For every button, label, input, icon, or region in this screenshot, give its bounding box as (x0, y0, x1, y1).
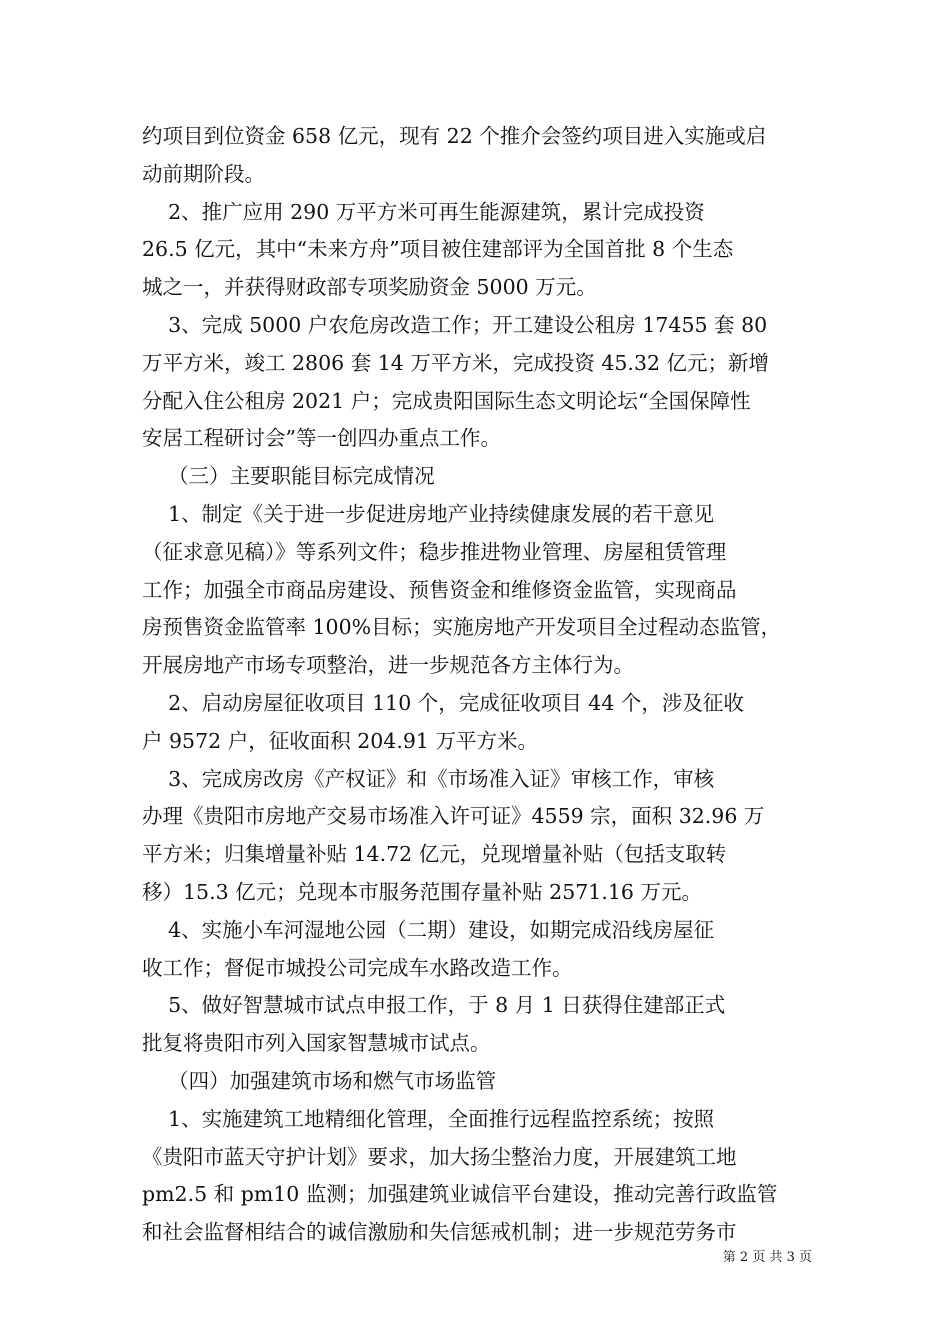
text-line: 《贵阳市蓝天守护计划》要求，加大扬尘整治力度，开展建筑工地 (142, 1144, 737, 1169)
text-line: 1、实施建筑工地精细化管理，全面推行远程监控系统；按照 (142, 1106, 715, 1131)
body-text (142, 118, 824, 1252)
text-line: 房预售资金监管率 100%目标；实施房地产开发项目全过程动态监管， (142, 615, 782, 640)
text-line: 和社会监督相结合的诚信激励和失信惩戒机制；进一步规范劳务市 (142, 1220, 737, 1245)
text-line: 动前期阶段。 (142, 161, 265, 186)
text-line: 1、制定《关于进一步促进房地产业持续健康发展的若干意见 (142, 501, 715, 526)
section-heading: （四）加强建筑市场和燃气市场监管 (142, 1068, 497, 1093)
text-line: 开展房地产市场专项整治，进一步规范各方主体行为。 (142, 653, 634, 678)
text-line: 安居工程研讨会”等一创四办重点工作。 (142, 426, 501, 451)
text-line: 3、完成 5000 户农危房改造工作；开工建设公租房 17455 套 80 (142, 312, 768, 337)
text-line: 2、推广应用 290 万平方米可再生能源建筑，累计完成投资 (142, 199, 705, 224)
text-line: 4、实施小车河湿地公园（二期）建设，如期完成沿线房屋征 (142, 917, 715, 942)
text-line: 收工作；督促市城投公司完成车水路改造工作。 (142, 955, 573, 980)
text-line: pm2.5 和 pm10 监测；加强建筑业诚信平台建设，推动完善行政监管 (142, 1182, 778, 1207)
text-line: 26.5 亿元，其中“未来方舟”项目被住建部评为全国首批 8 个生态 (142, 237, 734, 262)
section-heading: （三）主要职能目标完成情况 (142, 464, 435, 489)
text-line: 办理《贵阳市房地产交易市场准入许可证》4559 宗，面积 32.96 万 (142, 804, 765, 829)
text-line: 3、完成房改房《产权证》和《市场准入证》审核工作，审核 (142, 766, 715, 791)
text-line: 2、启动房屋征收项目 110 个，完成征收项目 44 个，涉及征收 (142, 690, 744, 715)
text-line: （征求意见稿）》等系列文件；稳步推进物业管理、房屋租赁管理 (142, 539, 727, 564)
text-line: 约项目到位资金 658 亿元，现有 22 个推介会签约项目进入实施或启 (142, 124, 767, 148)
text-line: 批复将贵阳市列入国家智慧城市试点。 (142, 1031, 491, 1056)
text-line: 工作；加强全市商品房建设、预售资金和维修资金监管，实现商品 (142, 577, 737, 602)
text-line: 户 9572 户，征收面积 204.91 万平方米。 (142, 728, 538, 753)
text-line: 移）15.3 亿元；兑现本市服务范围存量补贴 2571.16 万元。 (142, 879, 702, 904)
text-line: 平方米；归集增量补贴 14.72 亿元，兑现增量补贴（包括支取转 (142, 842, 727, 867)
text-line: 分配入住公租房 2021 户；完成贵阳国际生态文明论坛“全国保障性 (142, 388, 751, 413)
text-line: 5、做好智慧城市试点申报工作，于 8 月 1 日获得住建部正式 (142, 993, 726, 1018)
text-line: 城之一，并获得财政部专项奖励资金 5000 万元。 (142, 275, 597, 300)
page-number: 第 2 页 共 3 页 (722, 1250, 812, 1265)
text-line: 万平方米，竣工 2806 套 14 万平方米，完成投资 45.32 亿元；新增 (142, 350, 770, 375)
